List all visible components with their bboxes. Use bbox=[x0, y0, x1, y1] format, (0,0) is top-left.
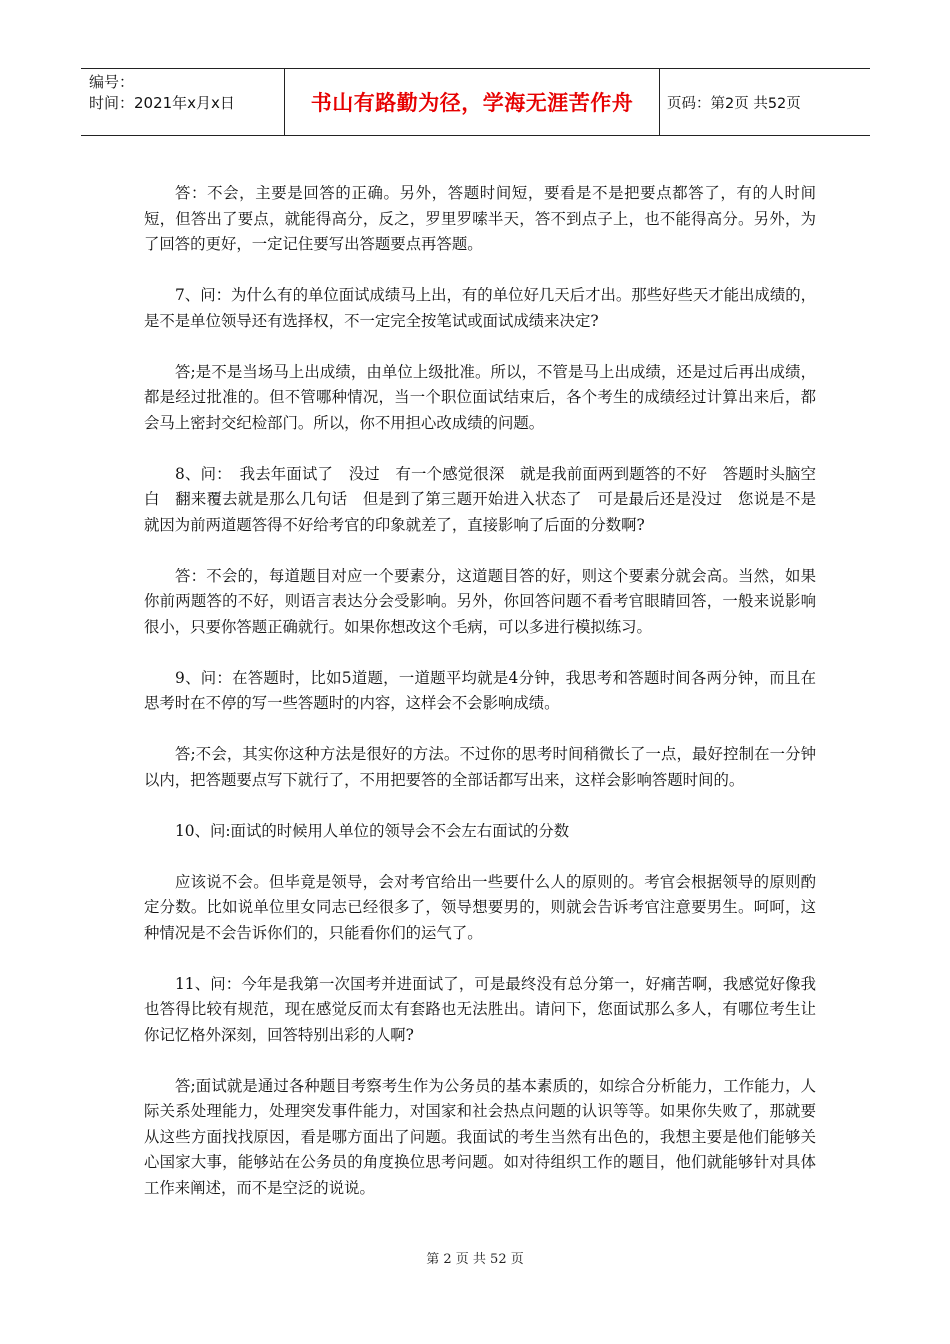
paragraph: 10、问:面试的时候用人单位的领导会不会左右面试的分数 bbox=[175, 821, 570, 840]
paragraph: 答;不会，其实你这种方法是很好的方法。不过你的思考时间稍微长了一点，最好控制在一分钟以内，把答题要点写下就行了，不用把要答的全部话都写出来，这样会影响答题时间的。 bbox=[144, 745, 816, 789]
paragraph: 8、问： 我去年面试了 没过 有一个感觉很深 就是我前面两到题答的不好 答题时头脑空白 翻来覆去就是那么几句话 但是到了第三题开始进入状态了 可是最后还是没过 您说是不是就因为前两道题答得不好给考官的印象就差了，直接影响了后面的分数啊? bbox=[144, 464, 816, 534]
paragraph: 答：不会，主要是回答的正确。另外，答题时间短，要看是不是把要点都答了，有的人时间短，但答出了要点，就能得高分，反之，罗里罗嗦半天，答不到点子上，也不能得高分。另外，为了回答的更好，一定记住要写出答题要点再答题。 bbox=[144, 184, 816, 253]
header-motto: 书山有路勤为径，学海无涯苦作舟 bbox=[284, 69, 660, 135]
page-header bbox=[81, 68, 870, 136]
page-footer: 第 2 页 共 52 页 bbox=[426, 1252, 524, 1267]
header-meta bbox=[81, 69, 284, 135]
paragraph: 应该说不会。但毕竟是领导，会对考官给出一些要什么人的原则的。考官会根据领导的原则酌定分数。比如说单位里女同志已经很多了，领导想要男的，则就会告诉考官注意要男生。呵呵，这种情况是不会告诉你们的，只能看你们的运气了。 bbox=[144, 872, 816, 942]
document-body bbox=[144, 181, 816, 1227]
document-number-label: 编号： bbox=[89, 73, 135, 91]
paragraph: 7、问：为什么有的单位面试成绩马上出，有的单位好几天后才出。那些好些天才能出成绩的，是不是单位领导还有选择权，不一定完全按笔试或面试成绩来决定? bbox=[144, 286, 816, 330]
document-date: 时间：2021年x月x日 bbox=[89, 94, 235, 112]
header-page-info: 页码：第2页 共52页 bbox=[667, 95, 801, 112]
paragraph: 9、问：在答题时，比如5道题，一道题平均就是4分钟，我思考和答题时间各两分钟，而且在思考时在不停的写一些答题时的内容，这样会不会影响成绩。 bbox=[144, 668, 816, 712]
paragraph: 答;面试就是通过各种题目考察考生作为公务员的基本素质的，如综合分析能力，工作能力，人际关系处理能力，处理突发事件能力，对国家和社会热点问题的认识等等。如果你失败了，那就要从这些方面找找原因，看是哪方面出了问题。我面试的考生当然有出色的，我想主要是他们能够关心国家大事，能够站在公务员的角度换位思考问题。如对待组织工作的题目，他们就能够针对具体工作来阐述，而不是空泛的说说。 bbox=[144, 1076, 816, 1197]
paragraph: 11、问：今年是我第一次国考并进面试了，可是最终没有总分第一，好痛苦啊，我感觉好像我也答得比较有规范，现在感觉反而太有套路也无法胜出。请问下，您面试那么多人，有哪位考生让你记忆格外深刻，回答特别出彩的人啊? bbox=[144, 974, 816, 1044]
paragraph: 答;是不是当场马上出成绩，由单位上级批准。所以，不管是马上出成绩，还是过后再出成绩，都是经过批准的。但不管哪种情况，当一个职位面试结束后，各个考生的成绩经过计算出来后，都会马上密封交纪检部门。所以，你不用担心改成绩的问题。 bbox=[144, 362, 816, 432]
paragraph: 答：不会的，每道题目对应一个要素分，这道题目答的好，则这个要素分就会高。当然，如果你前两题答的不好，则语言表达分会受影响。另外，你回答问题不看考官眼睛回答，一般来说影响很小，只要你答题正确就行。如果你想改这个毛病，可以多进行模拟练习。 bbox=[144, 566, 816, 636]
